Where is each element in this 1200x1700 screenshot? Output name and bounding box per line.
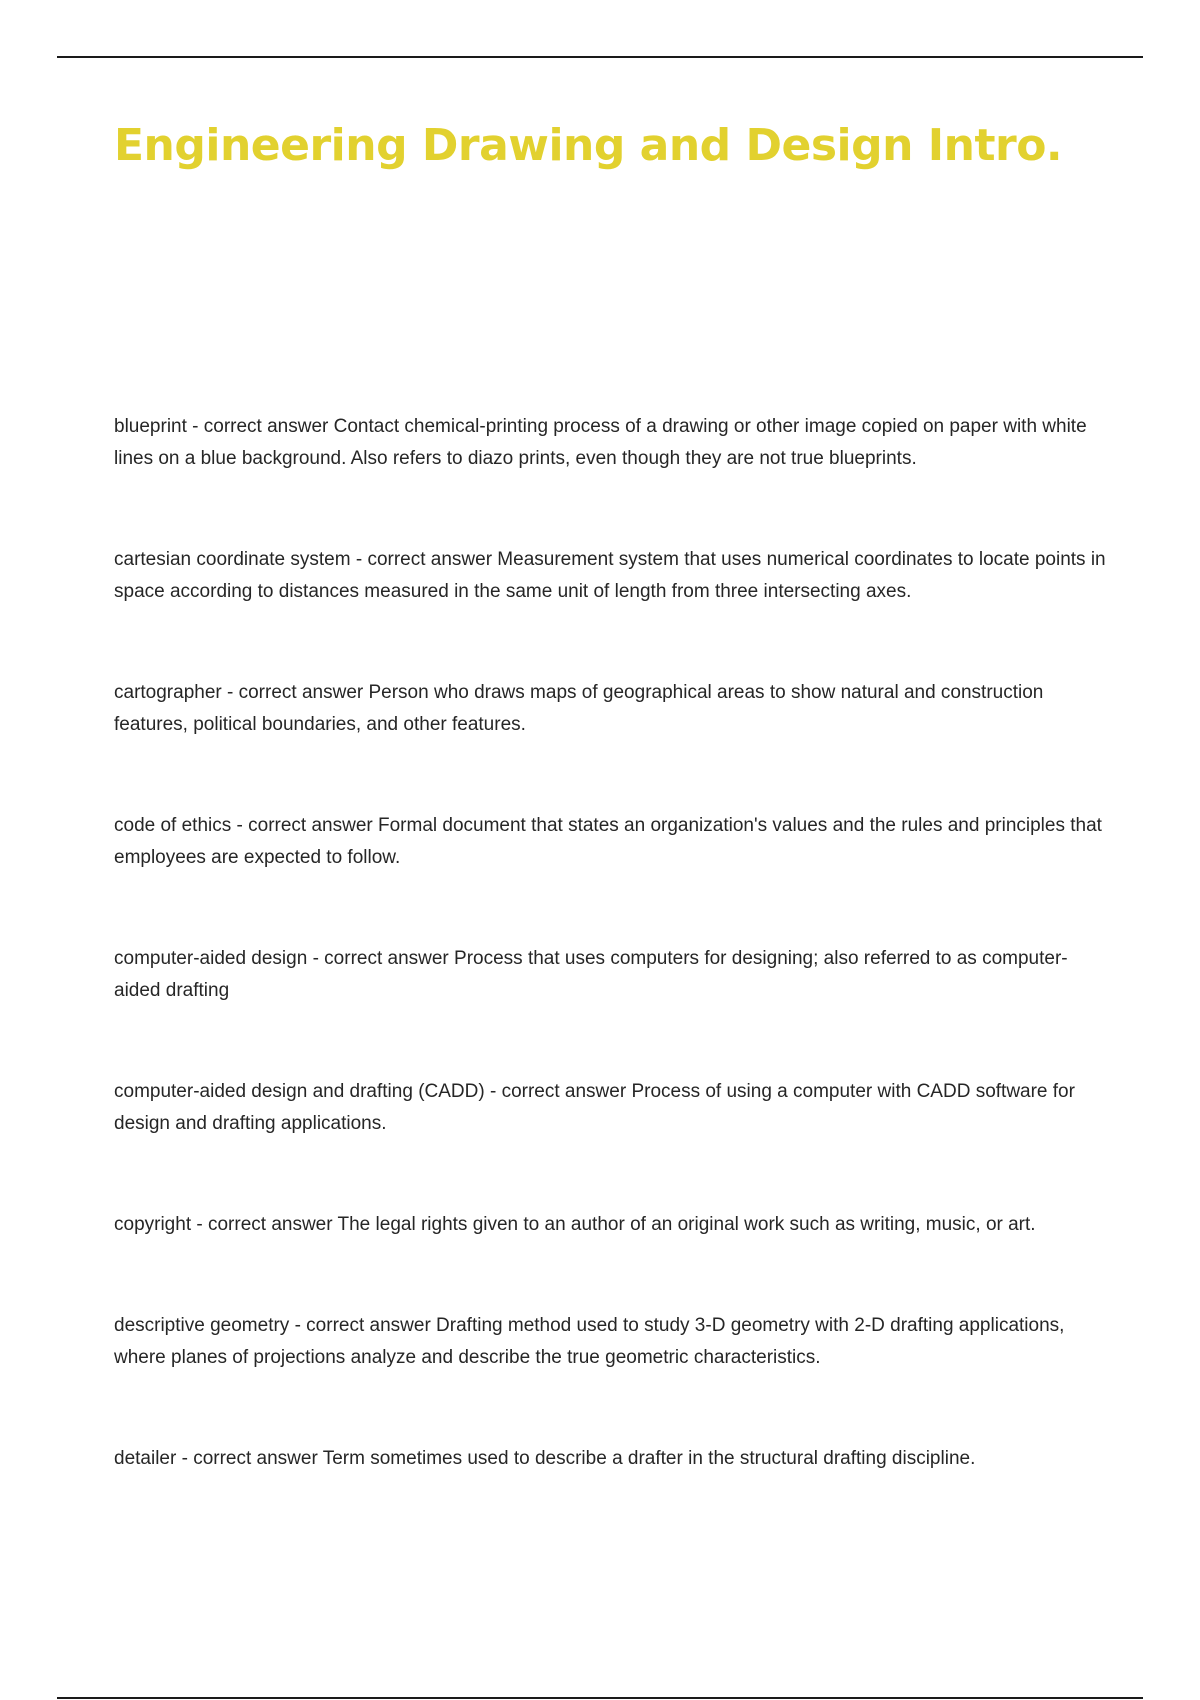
- glossary-entry-code-of-ethics: code of ethics - correct answer Formal document that states an organization's values and the rules and principles that employees are expected to follow.: [114, 815, 1102, 868]
- glossary-entry-computer-aided-design: computer-aided design - correct answer Process that uses computers for designing; also referred to as computer-aided drafting: [114, 948, 1068, 1001]
- top-rule: [57, 56, 1143, 58]
- glossary-entry-descriptive-geometry: descriptive geometry - correct answer Drafting method used to study 3-D geometry with 2-D drafting applications, where planes of projections analyze and describe the true geometric characteristics.: [114, 1315, 1065, 1368]
- glossary-entry-cartesian-coordinate-system: cartesian coordinate system - correct answer Measurement system that uses numerical coordinates to locate points in space according to distances measured in the same unit of length from three intersecting axes.: [114, 549, 1106, 602]
- glossary-entry-cadd: computer-aided design and drafting (CADD) - correct answer Process of using a computer with CADD software for design and drafting applications.: [114, 1081, 1075, 1134]
- glossary-entry-cartographer: cartographer - correct answer Person who draws maps of geographical areas to show natural and construction features, political boundaries, and other features.: [114, 682, 1044, 735]
- glossary-entry-blueprint: blueprint - correct answer Contact chemical-printing process of a drawing or other image copied on paper with white lines on a blue background. Also refers to diazo prints, even though they are not true blueprints.: [114, 416, 1087, 469]
- document-title: Engineering Drawing and Design Intro.: [114, 120, 1063, 171]
- glossary-entry-detailer: detailer - correct answer Term sometimes used to describe a drafter in the structural drafting discipline.: [114, 1448, 976, 1469]
- glossary-list: [114, 411, 1114, 1475]
- bottom-rule: [57, 1697, 1143, 1699]
- glossary-entry-copyright: copyright - correct answer The legal rights given to an author of an original work such as writing, music, or art.: [114, 1214, 1036, 1235]
